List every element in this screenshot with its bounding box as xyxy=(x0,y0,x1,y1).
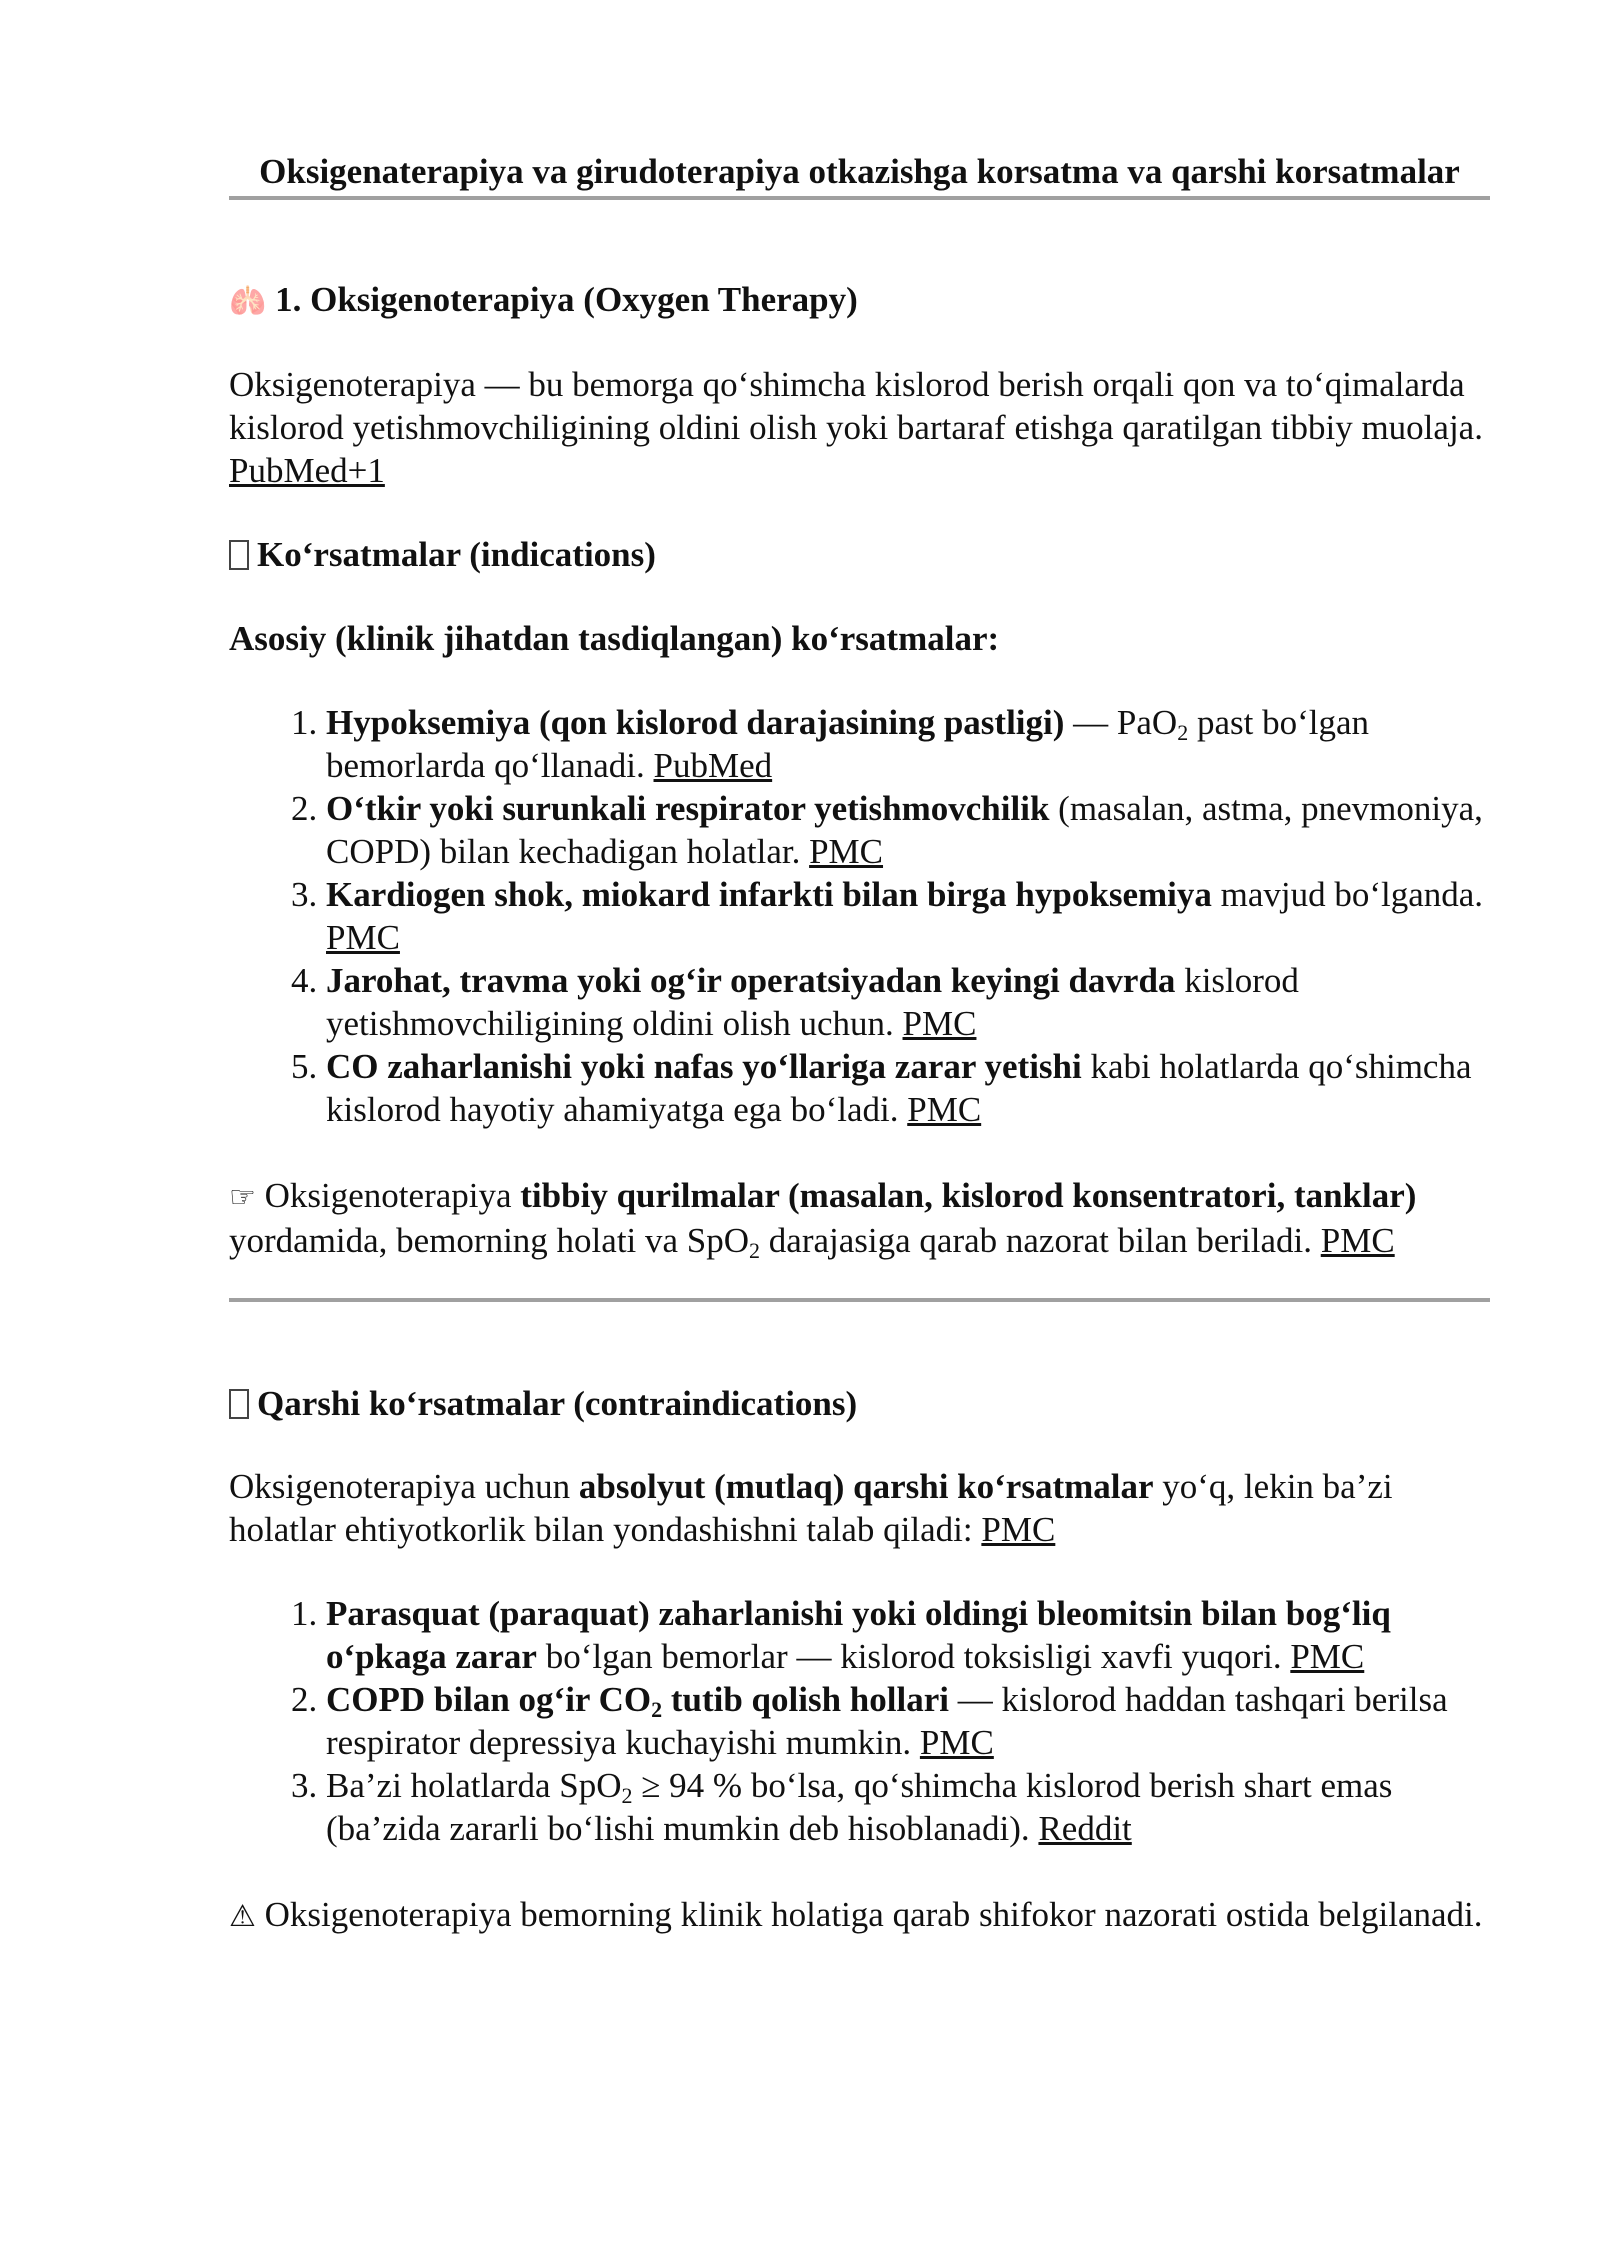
warning-note: ⚠ Oksigenoterapiya bemorning klinik holatiga qarab shifokor nazorati ostida belgilanadi. xyxy=(229,1895,1483,1934)
contraindications-heading: Qarshi ko‘rsatmalar (contraindications) xyxy=(229,1382,1490,1425)
divider xyxy=(229,196,1490,200)
citation-link[interactable]: PMC xyxy=(326,918,400,957)
citation-link[interactable]: Reddit xyxy=(1038,1809,1132,1848)
warning-icon: ⚠ xyxy=(229,1899,256,1934)
citation-link[interactable]: PMC xyxy=(907,1090,982,1129)
cross-box-icon xyxy=(229,1389,249,1419)
list-item: 2. COPD bilan og‘ir $CO_2$ tutib qolish hollari — kislorod haddan tashqari berilsa respirator depressiya kuchayishi mumkin. PMC xyxy=(326,1678,1490,1764)
list-item: 3. Kardiogen shok, miokard infarkti bilan birga hypoksemiya mavjud bo‘lganda. PMC xyxy=(326,873,1490,959)
section1-heading: 🫁 1. Oksigenoterapiya (Oxygen Therapy) xyxy=(229,280,858,319)
contraindications-intro: Oksigenoterapiya uchun absolyut (mutlaq) qarshi ko‘rsatmalar yo‘q, lekin ba’zi holatlar ehtiyotkorlik bilan yondashishni talab qiladi: PMC xyxy=(229,1467,1393,1549)
list-item: 4. Jarohat, travma yoki og‘ir operatsiyadan keyingi davrda kislorod yetishmovchiligining oldini olish uchun. PMC xyxy=(326,959,1490,1045)
list-item: 3. Ba’zi holatlarda SpO$_2$ ≥ 94 % bo‘lsa, qo‘shimcha kislorod berish shart emas (ba’zida zararli bo‘lishi mumkin deb hisoblanadi). Reddit xyxy=(326,1764,1490,1850)
citation-link[interactable]: PMC xyxy=(919,1723,994,1762)
indications-subheading: Asosiy (klinik jihatdan tasdiqlangan) ko‘rsatmalar: xyxy=(229,619,1000,658)
contraindications-list xyxy=(229,1592,1490,1850)
citation-link[interactable]: PMC xyxy=(809,832,884,871)
list-item: 1. Parasquat (paraquat) zaharlanishi yoki oldingi bleomitsin bilan bog‘liq o‘pkaga zarar bo‘lgan bemorlar — kislorod toksisligi xavfi yuqori. PMC xyxy=(326,1592,1490,1678)
document-title: Oksigenaterapiya va girudoterapiya otkazishga korsatma va qarshi korsatmalar xyxy=(259,152,1460,191)
citation-link[interactable]: PubMed xyxy=(653,746,773,785)
list-item: 2. O‘tkir yoki surunkali respirator yetishmovchilik (masalan, astma, pnevmoniya, COPD) bilan kechadigan holatlar. PMC xyxy=(326,787,1490,873)
list-item: 5. CO zaharlanishi yoki nafas yo‘llariga zarar yetishi kabi holatlarda qo‘shimcha kislorod hayotiy ahamiyatga ega bo‘ladi. PMC xyxy=(326,1045,1490,1131)
indications-note: ☞ Oksigenoterapiya tibbiy qurilmalar (masalan, kislorod konsentratori, tanklar) yordamida, bemorning holati va SpO$_2$ darajasiga qarab nazorat bilan beriladi. PMC xyxy=(229,1176,1417,1263)
divider xyxy=(229,1298,1490,1302)
document-page xyxy=(229,150,1490,1938)
check-box-icon xyxy=(229,540,249,570)
citation-link[interactable]: PMC xyxy=(981,1510,1056,1549)
list-item: 1. Hypoksemiya (qon kislorod darajasining pastligi) — PaO$_2$ past bo‘lgan bemorlarda qo‘llanadi. PubMed xyxy=(326,701,1490,787)
indications-list xyxy=(229,701,1490,1131)
citation-link[interactable]: PMC xyxy=(1290,1637,1365,1676)
citation-link[interactable]: PubMed+1 xyxy=(229,451,385,490)
lungs-icon: 🫁 xyxy=(229,284,267,319)
citation-link[interactable]: PMC xyxy=(1320,1221,1395,1260)
pointing-hand-icon: ☞ xyxy=(229,1180,256,1215)
indications-heading: Ko‘rsatmalar (indications) xyxy=(229,533,1490,576)
section1-intro: Oksigenoterapiya — bu bemorga qo‘shimcha kislorod berish orqali qon va to‘qimalarda kislorod yetishmovchiligining oldini olish yoki bartaraf etishga qaratilgan tibbiy muolaja. PubMed+1 xyxy=(229,365,1483,490)
citation-link[interactable]: PMC xyxy=(902,1004,977,1043)
